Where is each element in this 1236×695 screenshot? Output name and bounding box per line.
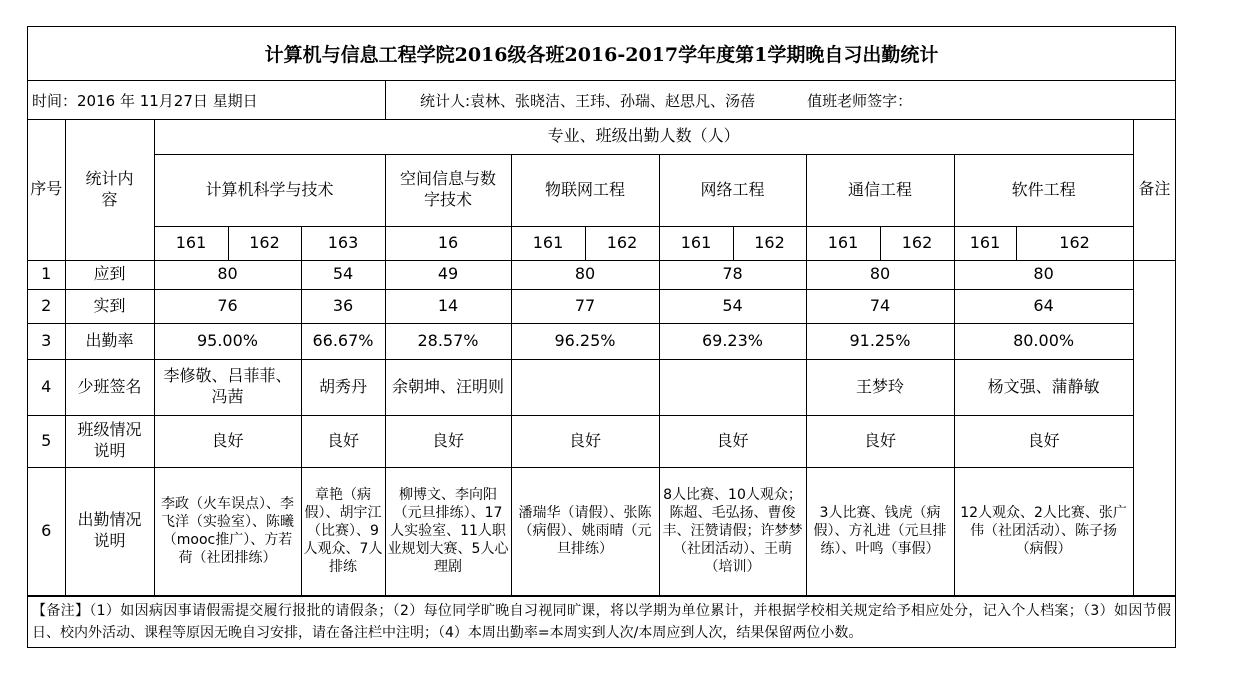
- class-cs-161: 161: [154, 226, 228, 260]
- major-comm: 通信工程: [806, 154, 954, 226]
- class-net-162: 162: [733, 226, 806, 260]
- major-software: 软件工程: [954, 154, 1133, 226]
- cell-network: 69.23%: [659, 323, 806, 359]
- major-spatial: [385, 154, 511, 226]
- row-label: 实到: [65, 289, 154, 323]
- row-label: [65, 467, 154, 595]
- class-comm-162: 162: [880, 226, 954, 260]
- notes-block: 【备注】（1）如因病因事请假需提交履行报批的请假条；（2）每位同学旷晚自习视同旷课，将以学期为单位累计，并根据学校相关规定给予相应处分，记入个人档案；（3）如因节假日、校内外活动、课程等原因无晚自习安排，请在备注栏中注明；（4）本周出勤率=本周实到人次/本周应到人次，结果保留两位小数。: [28, 596, 1175, 647]
- cell-software: 杨文强、蒲静敏: [954, 359, 1133, 415]
- class-iot-162: 162: [585, 226, 659, 260]
- table-row: [28, 289, 1175, 323]
- cell-cs-163: 章艳（病假）、胡宇江（比赛）、9人观众、7人排练: [301, 467, 385, 595]
- row-seq: 2: [28, 289, 65, 323]
- cell-spatial: 14: [385, 289, 511, 323]
- major-network: 网络工程: [659, 154, 806, 226]
- class-sw-161: 161: [954, 226, 1016, 260]
- row-label: 应到: [65, 260, 154, 289]
- cell-software: 12人观众、2人比赛、张广伟（社团活动）、陈子扬（病假）: [954, 467, 1133, 595]
- header-content: [65, 120, 154, 260]
- table-row: [28, 323, 1175, 359]
- row-seq: 3: [28, 323, 65, 359]
- cell-comm: 91.25%: [806, 323, 954, 359]
- cell-comm: 74: [806, 289, 954, 323]
- stat-info: [386, 81, 1175, 119]
- cell-software: 80.00%: [954, 323, 1133, 359]
- cell-network: 8人比赛、10人观众；陈超、毛弘扬、曹俊丰、汪赞请假；许梦梦（社团活动）、王萌（培训）: [659, 467, 806, 595]
- cell-spatial: 柳博文、李向阳（元旦排练）、17人实验室、11人职业规划大赛、5人心理剧: [385, 467, 511, 595]
- cell-cs-163: 良好: [301, 415, 385, 467]
- row-seq: 6: [28, 467, 65, 595]
- cell-cs-161-162: 李修敬、吕菲菲、冯茜: [154, 359, 301, 415]
- table-row: [28, 260, 1175, 289]
- cell-software: 80: [954, 260, 1133, 289]
- row-seq: 4: [28, 359, 65, 415]
- row-label-text: 出勤情况说明: [77, 510, 142, 550]
- class-net-161: 161: [659, 226, 733, 260]
- cell-network: 良好: [659, 415, 806, 467]
- table-row: [28, 359, 1175, 415]
- cell-cs-161-162: 76: [154, 289, 301, 323]
- stat-people: 统计人:袁林、张晓洁、王玮、孙瑞、赵思凡、汤蓓: [420, 91, 756, 110]
- cell-software: 良好: [954, 415, 1133, 467]
- sheet-title: 计算机与信息工程学院2016级各班2016-2017学年度第1学期晚自习出勤统计: [28, 27, 1175, 81]
- cell-cs-161-162: 80: [154, 260, 301, 289]
- class-cs-162: 162: [228, 226, 301, 260]
- cell-comm: 80: [806, 260, 954, 289]
- class-spatial-16: 16: [385, 226, 511, 260]
- cell-iot: [511, 359, 659, 415]
- class-iot-161: 161: [511, 226, 585, 260]
- cell-cs-163: 66.67%: [301, 323, 385, 359]
- cell-network: 54: [659, 289, 806, 323]
- class-sw-162: 162: [1016, 226, 1133, 260]
- cell-spatial: 良好: [385, 415, 511, 467]
- row-label-text: 班级情况说明: [77, 420, 142, 460]
- cell-iot: 96.25%: [511, 323, 659, 359]
- table-row: [28, 467, 1175, 595]
- table-row: [28, 415, 1175, 467]
- header-row-group: [28, 120, 1175, 154]
- class-cs-163: 163: [301, 226, 385, 260]
- attendance-table: [28, 120, 1175, 596]
- row-label: 少班签名: [65, 359, 154, 415]
- cell-iot: 良好: [511, 415, 659, 467]
- cell-comm: 3人比赛、钱虎（病假）、方礼进（元旦排练）、叶鸣（事假）: [806, 467, 954, 595]
- row-seq: 1: [28, 260, 65, 289]
- cell-comm: 王梦玲: [806, 359, 954, 415]
- cell-network: 78: [659, 260, 806, 289]
- cell-iot: 77: [511, 289, 659, 323]
- header-group: 专业、班级出勤人数（人）: [154, 120, 1133, 154]
- cell-cs-163: 胡秀丹: [301, 359, 385, 415]
- header-row-classes: [28, 226, 1175, 260]
- cell-comm: 良好: [806, 415, 954, 467]
- cell-spatial: 28.57%: [385, 323, 511, 359]
- info-row: [28, 81, 1175, 120]
- cell-network: [659, 359, 806, 415]
- major-cs: 计算机科学与技术: [154, 154, 385, 226]
- row-label: 出勤率: [65, 323, 154, 359]
- remark-cell: [1133, 260, 1175, 595]
- cell-cs-161-162: 李政（火车误点）、李飞洋（实验室）、陈曦（mooc推广）、方若荷（社团排练）: [154, 467, 301, 595]
- cell-iot: 潘瑞华（请假）、张陈（病假）、姚雨晴（元旦排练）: [511, 467, 659, 595]
- header-content-text: 统计内容: [85, 168, 134, 209]
- header-row-majors: [28, 154, 1175, 226]
- cell-cs-161-162: 良好: [154, 415, 301, 467]
- header-remark: 备注: [1133, 120, 1175, 260]
- date-info: 时间：2016 年 11月27日 星期日: [28, 81, 386, 119]
- cell-spatial: 49: [385, 260, 511, 289]
- major-iot: 物联网工程: [511, 154, 659, 226]
- cell-spatial: 余朝坤、汪明则: [385, 359, 511, 415]
- cell-iot: 80: [511, 260, 659, 289]
- attendance-sheet: [27, 26, 1176, 648]
- cell-software: 64: [954, 289, 1133, 323]
- cell-cs-163: 36: [301, 289, 385, 323]
- major-spatial-text: 空间信息与数字技术: [400, 169, 497, 209]
- cell-cs-161-162: 95.00%: [154, 323, 301, 359]
- class-comm-161: 161: [806, 226, 880, 260]
- cell-cs-163: 54: [301, 260, 385, 289]
- row-seq: 5: [28, 415, 65, 467]
- header-seq: 序号: [28, 120, 65, 260]
- row-label: [65, 415, 154, 467]
- teacher-sign-label: 值班老师签字：: [807, 91, 913, 110]
